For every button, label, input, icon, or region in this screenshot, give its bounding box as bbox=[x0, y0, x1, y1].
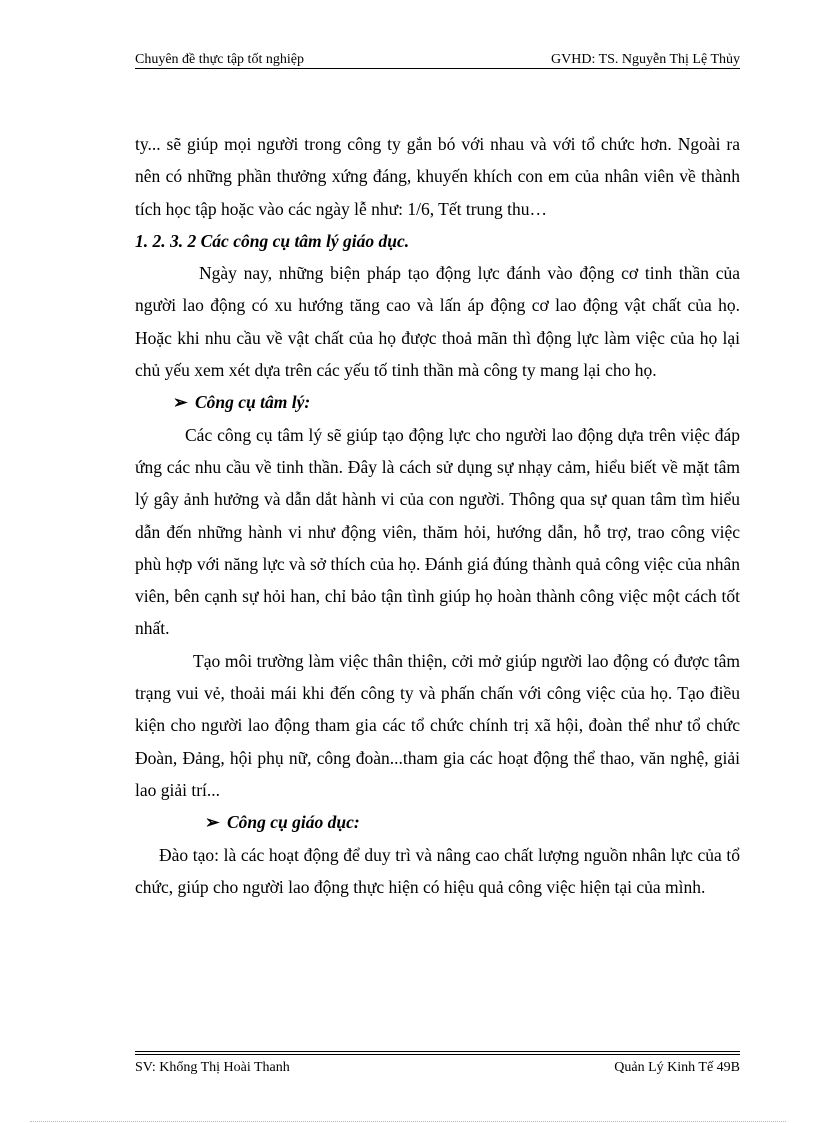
arrow-bullet-icon: ➢ bbox=[205, 812, 220, 833]
footer-rule bbox=[135, 1054, 740, 1055]
section-heading: 1. 2. 3. 2 Các công cụ tâm lý giáo dục. bbox=[135, 230, 410, 251]
paragraph-intro: Ngày nay, những biện pháp tạo động lực đánh vào động cơ tinh thần của người lao động có xu hướng tăng cao và lấn áp động cơ lao động vật chất của họ. Hoặc khi nhu cầu về vật chất của họ được thoả mãn thì động lực làm việc của họ lại chủ yếu xem xét dựa trên các yếu tố tinh thần mà công ty mang lại cho họ. bbox=[135, 263, 740, 381]
footer-class: Quản Lý Kinh Tế 49B bbox=[614, 1060, 740, 1075]
header-document-title: Chuyên đề thực tập tốt nghiệp bbox=[135, 52, 304, 67]
page-bottom-dotted-line bbox=[30, 1121, 786, 1122]
page-footer bbox=[135, 1058, 740, 1078]
paragraph-continuation: ty... sẽ giúp mọi người trong công ty gắn bó với nhau và với tổ chức hơn. Ngoài ra nên có những phần thưởng xứng đáng, khuyến khích con em của nhân viên về thành tích học tập hoặc vào các ngày lễ như: 1/6, Tết trung thu… bbox=[135, 134, 740, 219]
paragraph-training: Đào tạo: là các hoạt động để duy trì và nâng cao chất lượng nguồn nhân lực của tổ chức, giúp cho người lao động thực hiện có hiệu quả công việc hiện tại của mình. bbox=[135, 844, 740, 897]
bullet-heading-education bbox=[135, 806, 740, 838]
footer-student: SV: Khổng Thị Hoài Thanh bbox=[135, 1060, 290, 1075]
header-advisor: GVHD: TS. Nguyễn Thị Lệ Thủy bbox=[551, 52, 740, 67]
bullet-label: Công cụ tâm lý: bbox=[195, 392, 311, 413]
page-header bbox=[135, 50, 740, 70]
bullet-heading-psychology bbox=[135, 386, 740, 418]
arrow-bullet-icon: ➢ bbox=[173, 392, 188, 413]
page-body bbox=[135, 128, 740, 903]
header-rule bbox=[135, 68, 740, 69]
bullet-label: Công cụ giáo dục: bbox=[227, 812, 360, 833]
footer-rule bbox=[135, 1051, 740, 1052]
paragraph-work-environment: Tạo môi trường làm việc thân thiện, cởi mở giúp người lao động có được tâm trạng vui vẻ, thoải mái khi đến công ty và phấn chấn với công việc của họ. Tạo điều kiện cho người lao động tham gia các tổ chức chính trị xã hội, đoàn thể như tổ chức Đoàn, Đảng, hội phụ nữ, công đoàn...tham gia các hoạt động thể thao, văn nghệ, giải lao giải trí... bbox=[135, 650, 740, 800]
paragraph-psychology-tools: Các công cụ tâm lý sẽ giúp tạo động lực cho người lao động dựa trên việc đáp ứng các nhu cầu về tinh thần. Đây là cách sử dụng sự nhạy cảm, hiểu biết về mặt tâm lý gây ảnh hưởng và dẫn dắt hành vi của con người. Thông qua sự quan tâm tìm hiểu dẫn đến những hành vi như động viên, thăm hỏi, hướng dẫn, hỗ trợ, trao công việc phù hợp với năng lực và sở thích của họ. Đánh giá đúng thành quả công việc của nhân viên, bên cạnh sự hỏi han, chỉ bảo tận tình giúp họ hoàn thành công việc một cách tốt nhất. bbox=[135, 424, 740, 639]
